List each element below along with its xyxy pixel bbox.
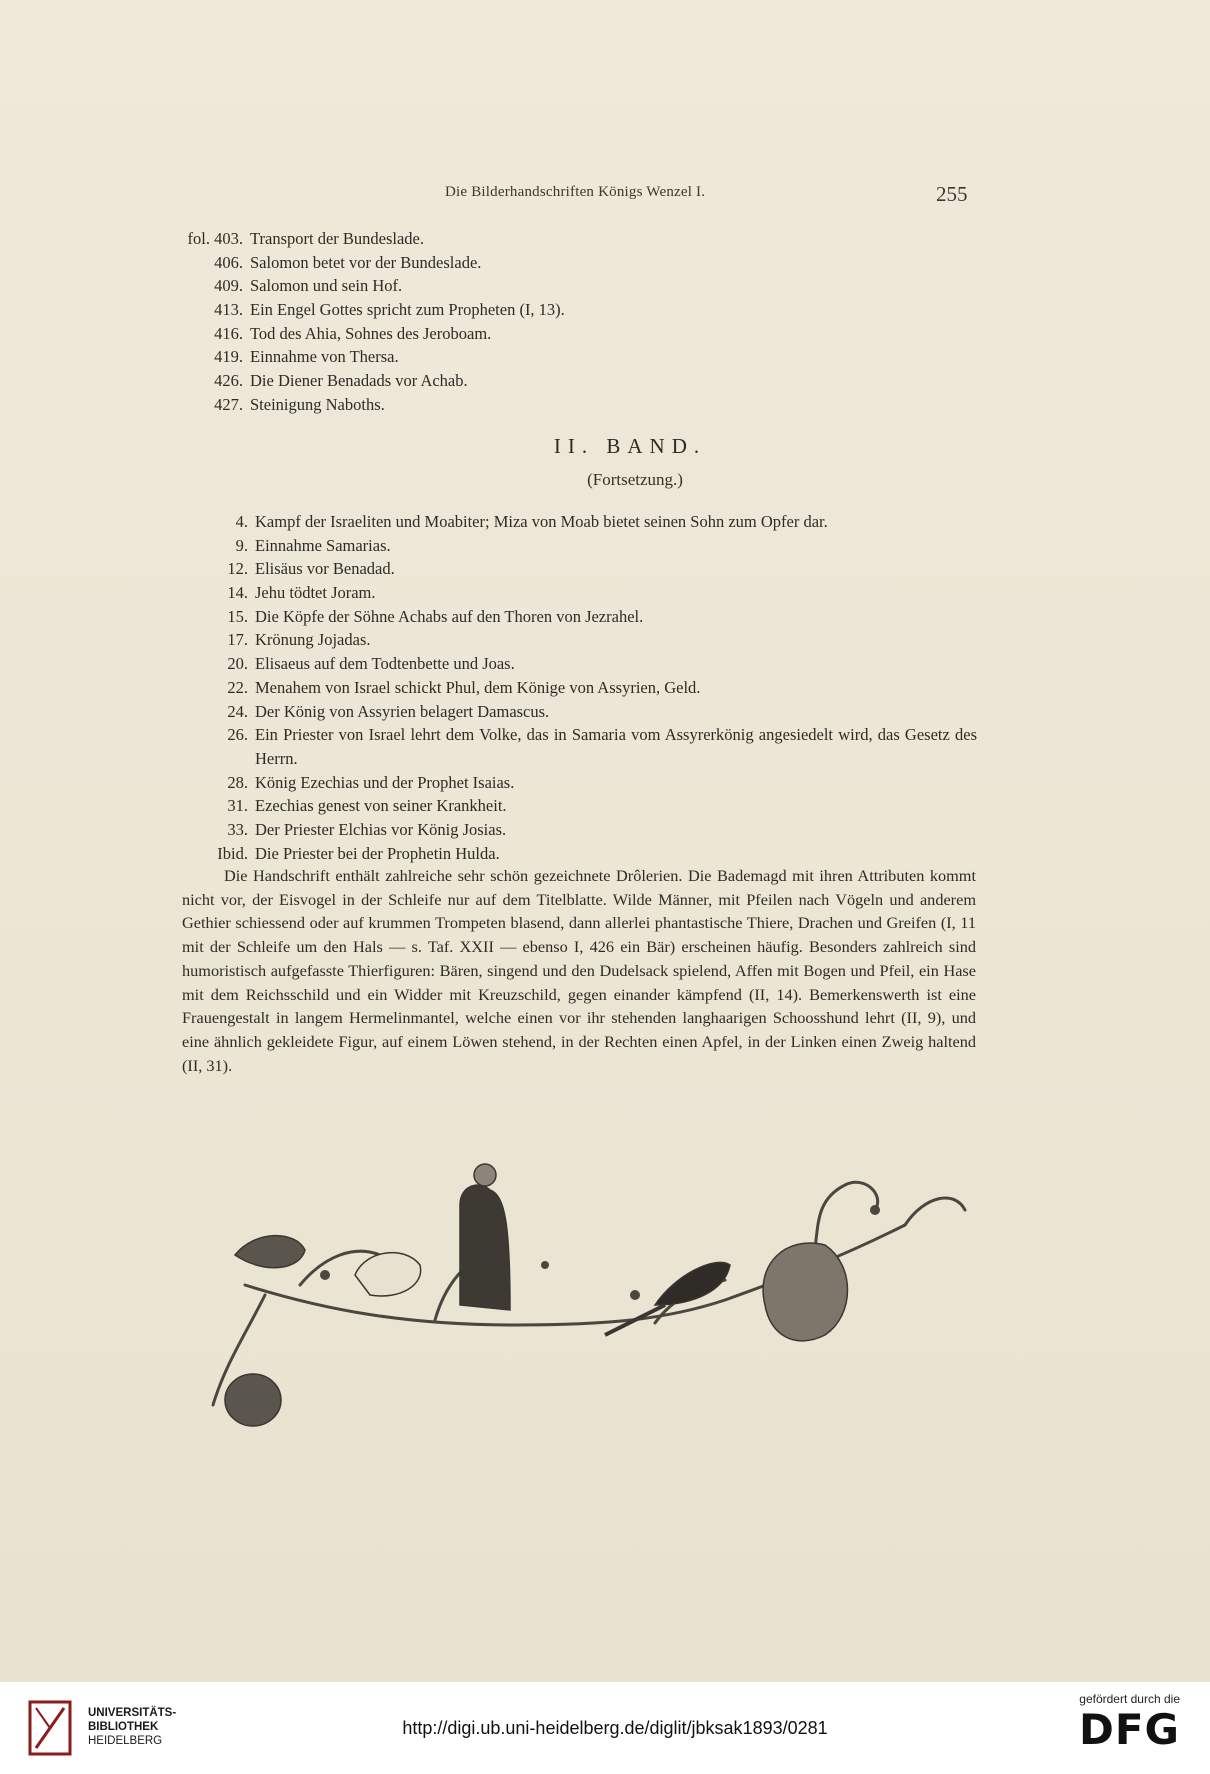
section-heading: II. BAND. xyxy=(553,434,707,458)
section-subheading: (Fortsetzung.) xyxy=(587,470,683,489)
folio-caption: Salomon und sein Hof. xyxy=(250,276,403,296)
list-item xyxy=(180,274,1000,298)
folio-caption: Krönung Jojadas. xyxy=(255,630,371,650)
drollery-ornament-illustration xyxy=(205,1135,985,1465)
list-item xyxy=(180,510,1000,534)
list-item xyxy=(180,369,1000,393)
folio-number: 22. xyxy=(227,677,248,697)
folio-number: 33. xyxy=(227,819,248,839)
folio-number: 15. xyxy=(227,606,248,626)
folio-number: 406. xyxy=(214,252,243,272)
folio-number: 419. xyxy=(214,347,243,367)
folio-number: 17. xyxy=(227,630,248,650)
logo-line: BIBLIOTHEK xyxy=(88,1721,159,1733)
list-item xyxy=(180,842,1000,866)
folio-caption: Einnahme Samarias. xyxy=(255,535,391,555)
folio-caption: Die Priester bei der Prophetin Hulda. xyxy=(255,843,500,863)
list-item xyxy=(180,723,1000,770)
list-item xyxy=(180,771,1000,795)
list-item xyxy=(180,251,1000,275)
folio-number: 9. xyxy=(235,535,248,555)
folio-list-band-2 xyxy=(180,510,1000,865)
list-item xyxy=(180,605,1000,629)
folio-caption: Jehu tödtet Joram. xyxy=(255,583,376,603)
digitization-footer xyxy=(0,1682,1210,1774)
folio-number: Ibid. xyxy=(217,843,248,863)
folio-number: 426. xyxy=(214,371,243,391)
folio-caption: Salomon betet vor der Bundeslade. xyxy=(250,252,482,272)
list-item xyxy=(180,676,1000,700)
folio-caption: Ezechias genest von seiner Krankheit. xyxy=(255,796,507,816)
folio-number: fol. 403. xyxy=(187,229,243,248)
folio-number: 427. xyxy=(214,394,243,414)
folio-number: 28. xyxy=(227,772,248,792)
folio-number: 31. xyxy=(227,796,248,816)
list-item xyxy=(180,345,1000,369)
running-head-title: Die Bilderhandschriften Königs Wenzel I. xyxy=(445,184,706,200)
dfg-logo-text: DFG xyxy=(1078,1705,1180,1754)
list-item xyxy=(180,700,1000,724)
folio-number: 24. xyxy=(227,701,248,721)
logo-line: HEIDELBERG xyxy=(88,1735,163,1747)
list-item xyxy=(180,322,1000,346)
dfg-caption: gefördert durch die xyxy=(1079,1692,1180,1706)
logo-line: UNIVERSITÄTS- xyxy=(88,1707,177,1719)
folio-caption: Die Köpfe der Söhne Achabs auf den Thoren von Jezrahel. xyxy=(255,606,644,626)
list-item xyxy=(180,393,1000,417)
permalink-url[interactable]: http://digi.ub.uni-heidelberg.de/diglit/jbksak1893/0281 xyxy=(402,1718,828,1738)
folio-number: 26. xyxy=(227,725,248,745)
folio-number: 416. xyxy=(214,323,243,343)
folio-caption: Ein Engel Gottes spricht zum Propheten (I, 13). xyxy=(250,300,565,320)
list-item xyxy=(180,227,1000,251)
folio-number: 14. xyxy=(227,583,248,603)
list-item xyxy=(180,818,1000,842)
folio-caption: Tod des Ahia, Sohnes des Jeroboam. xyxy=(250,323,492,343)
folio-number: 12. xyxy=(227,559,248,579)
body-paragraph: Die Handschrift enthält zahlreiche sehr schön gezeichnete Drôlerien. Die Bademagd mit ihren Attributen kommt nicht vor, der Eisvogel in der Schleife nur auf dem Titelblatte. Wilde Männer, mit Pfeilen nach Vögeln und anderem Gethier schiessend oder auf krummen Trompeten blasend, dann allerlei phantastische Thiere, Drachen und Greifen (I, 11 mit der Schleife um den Hals — s. Taf. XXII — ebenso I, 426 ein Bär) erscheinen häufig. Besonders zahlreich sind humoristisch aufgefasste Thierfiguren: Bären, singend und den Dudelsack spielend, Affen mit Bogen und Pfeil, ein Hase mit dem Reichsschild und ein Widder mit Kreuzschild, gegen einander kämpfend (II, 14). Bemerkenswerth ist eine Frauengestalt in langem Hermelinmantel, welche einen vor ihr stehenden langhaarigen Schoosshund lehrt (II, 9), und eine ähnlich gekleidete Figur, auf einem Löwen stehend, in der Rechten einen Apfel, in der Linken einen Zweig haltend (II, 31). xyxy=(182,866,976,1075)
folio-caption: Elisäus vor Benadad. xyxy=(255,559,395,579)
folio-number: 4. xyxy=(235,512,248,531)
list-item xyxy=(180,581,1000,605)
dfg-funding-logo[interactable] xyxy=(1050,1692,1180,1754)
list-item xyxy=(180,652,1000,676)
page-number: 255 xyxy=(936,182,968,206)
folio-caption: Elisaeus auf dem Todtenbette und Joas. xyxy=(255,654,515,674)
list-item xyxy=(180,298,1000,322)
folio-caption: Transport der Bundeslade. xyxy=(250,229,424,248)
folio-caption: Der König von Assyrien belagert Damascus. xyxy=(255,701,550,721)
folio-caption: König Ezechias und der Prophet Isaias. xyxy=(255,772,515,792)
folio-caption: Einnahme von Thersa. xyxy=(250,347,399,367)
folio-caption: Menahem von Israel schickt Phul, dem Könige von Assyrien, Geld. xyxy=(255,677,701,697)
list-item xyxy=(180,557,1000,581)
list-item xyxy=(180,628,1000,652)
list-item xyxy=(180,534,1000,558)
folio-caption: Steinigung Naboths. xyxy=(250,394,385,414)
folio-caption: Ein Priester von Israel lehrt dem Volke, das in Samaria vom Assyrerkönig angesiedelt wird, das Gesetz des Herrn. xyxy=(255,725,977,768)
folio-number: 20. xyxy=(227,654,248,674)
folio-caption: Die Diener Benadads vor Achab. xyxy=(250,371,468,391)
folio-caption: Der Priester Elchias vor König Josias. xyxy=(255,819,507,839)
folio-number: 413. xyxy=(214,300,243,320)
list-item xyxy=(180,794,1000,818)
folio-caption: Kampf der Israeliten und Moabiter; Miza von Moab bietet seinen Sohn zum Opfer dar. xyxy=(255,512,828,531)
folio-number: 409. xyxy=(214,276,243,296)
folio-list-band-1 xyxy=(180,227,1000,417)
